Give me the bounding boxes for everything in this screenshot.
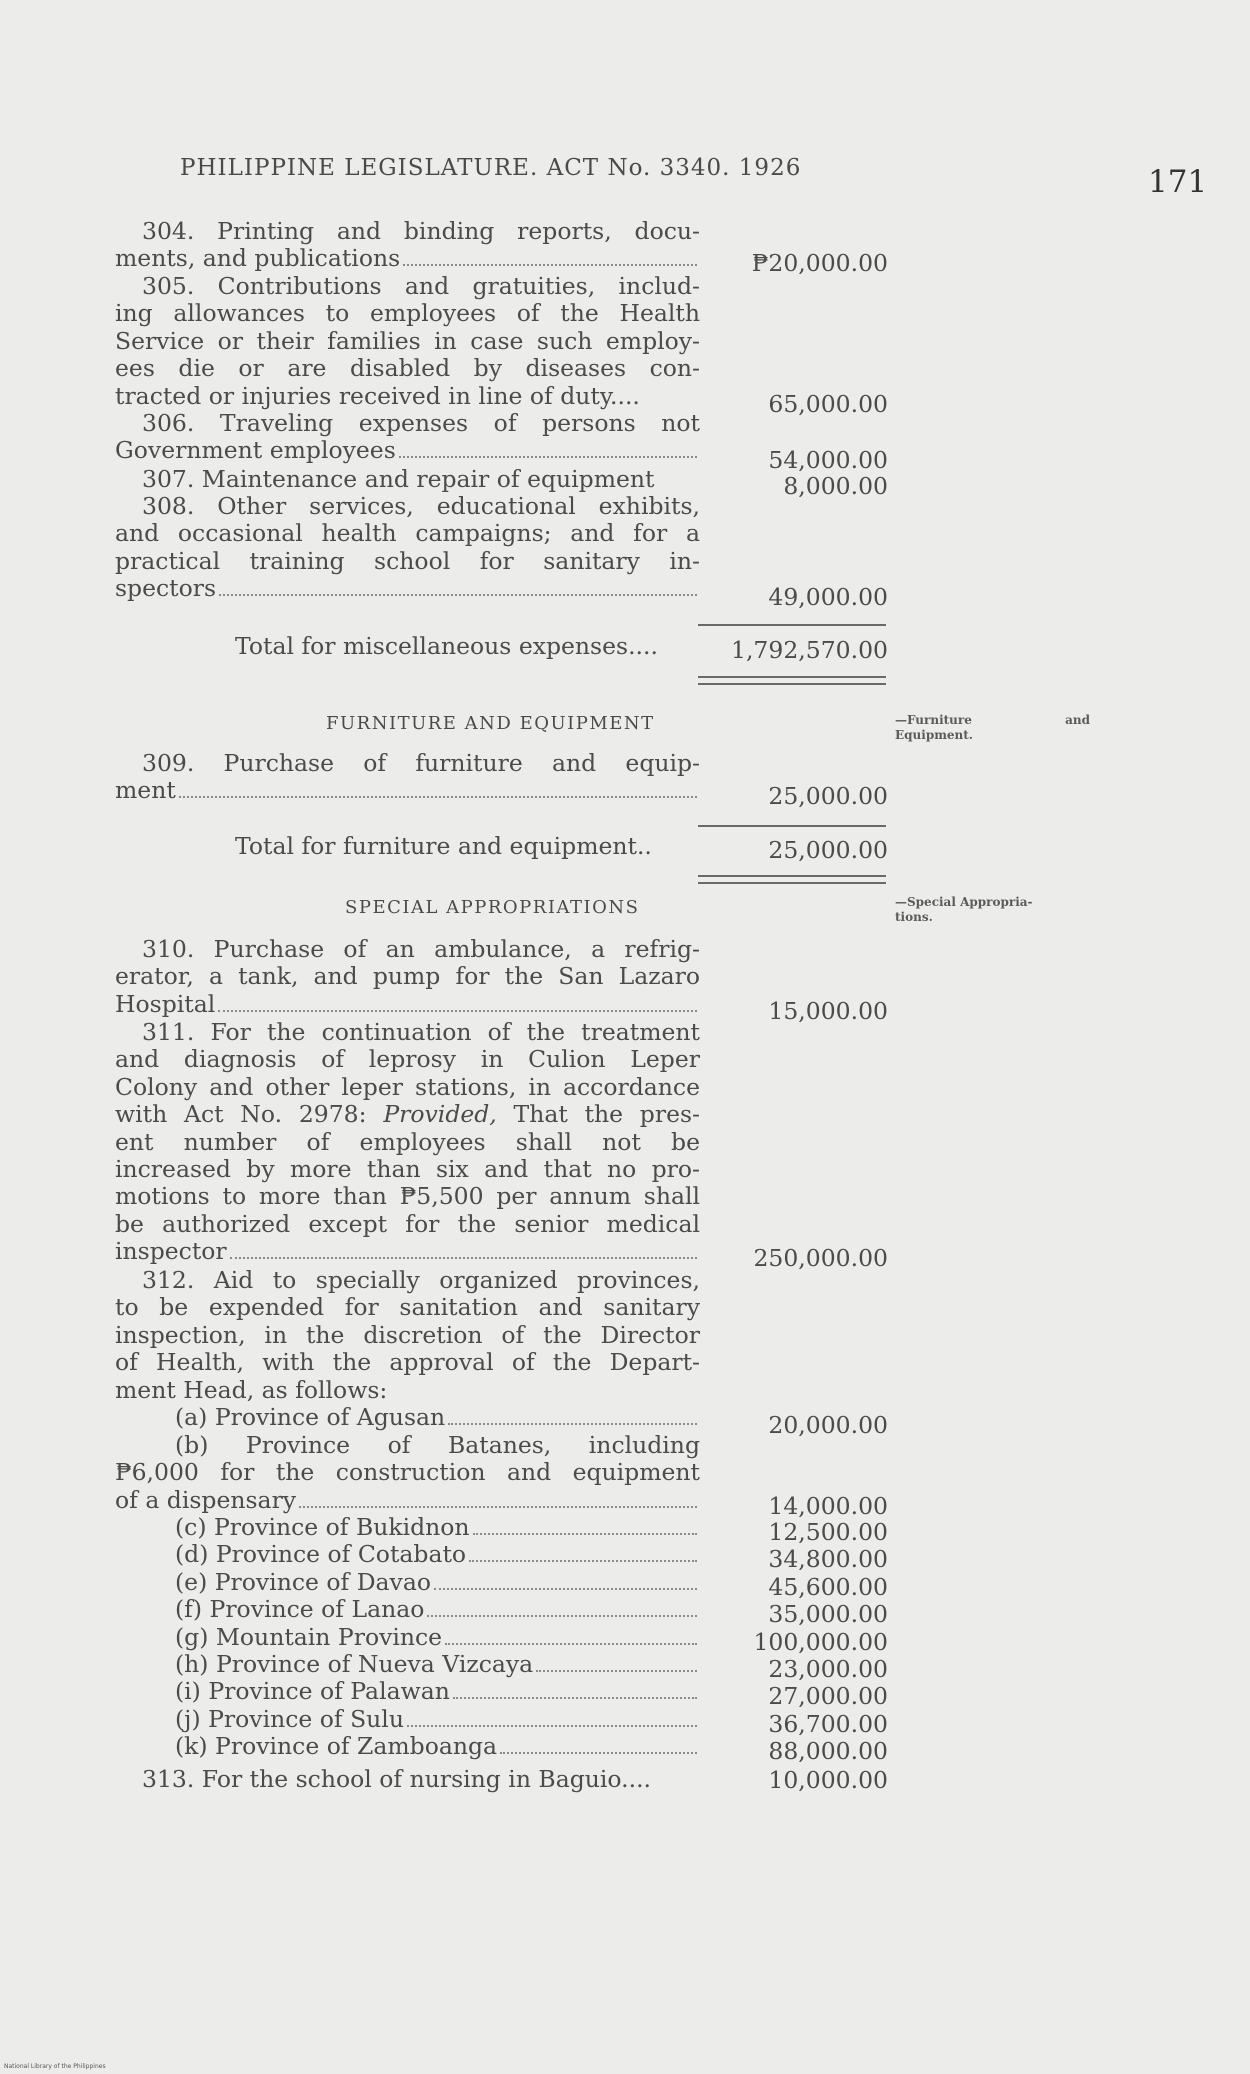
item-306: 306. Traveling expenses of persons not Government employees xyxy=(115,410,700,465)
sub-item-e: (e) Province of Davao xyxy=(115,1569,700,1596)
double-rule xyxy=(698,875,886,884)
total-furniture-amount: 25,000.00 xyxy=(768,836,888,864)
item-308: 308. Other services, educational exhibits, and occasional health campaigns; and for a practical training school for sanitary in- spectors xyxy=(115,493,700,603)
item-312: 312. Aid to specially organized provinces, to be expended for sanitation and sanitary inspection, in the discretion of the Director of Health, with the approval of the Depart- ment Head, as follows: xyxy=(115,1267,700,1404)
amount-307: 8,000.00 xyxy=(783,472,888,500)
sub-item-j: (j) Province of Sulu xyxy=(115,1706,700,1733)
sub-items-list xyxy=(115,1514,700,1761)
sub-item-c: (c) Province of Bukidnon xyxy=(115,1514,700,1541)
item-304: 304. Printing and binding reports, docu- ments, and publications xyxy=(115,218,700,273)
amount-309: 25,000.00 xyxy=(768,782,888,810)
section-heading-furniture: FURNITURE AND EQUIPMENT xyxy=(326,713,655,734)
rule xyxy=(698,825,886,827)
amount-306: 54,000.00 xyxy=(768,446,888,474)
page-number: 171 xyxy=(1148,164,1208,200)
sub-item-a: (a) Province of Agusan xyxy=(115,1404,700,1431)
footer-credit: National Library of the Philippines xyxy=(4,2063,106,2070)
total-miscellaneous-amount: 1,792,570.00 xyxy=(731,636,888,664)
total-miscellaneous-label: Total for miscellaneous expenses.... xyxy=(235,632,658,660)
amount-313: 10,000.00 xyxy=(768,1766,888,1794)
total-furniture-label: Total for furniture and equipment.. xyxy=(235,832,652,860)
sub-items-amounts: 12,500.00 34,800.00 45,600.00 35,000.00 100,000.00 23,000.00 27,000.00 36,700.00 88,000.00 xyxy=(753,1518,888,1766)
amount-311: 250,000.00 xyxy=(753,1244,888,1272)
sub-item-i: (i) Province of Palawan xyxy=(115,1678,700,1705)
item-313: 313. For the school of nursing in Baguio.... xyxy=(142,1766,652,1793)
sub-item-g: (g) Mountain Province xyxy=(115,1624,700,1651)
amount-304: ₱20,000.00 xyxy=(751,249,888,277)
item-305: 305. Contributions and gratuities, includ- ing allowances to employees of the Health Service or their families in case such employ- ees die or are disabled by diseases con- tracted or injuries received in line of duty.... xyxy=(115,273,700,410)
double-rule xyxy=(698,676,886,685)
sub-item-b: (b) Province of Batanes, including ₱6,000 for the construction and equipment of a dispensary xyxy=(115,1432,700,1514)
amount-310: 15,000.00 xyxy=(768,997,888,1025)
rule xyxy=(698,624,886,626)
sub-item-k: (k) Province of Zamboanga xyxy=(115,1733,700,1760)
item-310: 310. Purchase of an ambulance, a refrig- erator, a tank, and pump for the San Lazaro Hospital xyxy=(115,936,700,1018)
item-309: 309. Purchase of furniture and equip- ment xyxy=(115,750,700,805)
amount-305: 65,000.00 xyxy=(768,390,888,418)
margin-note-furniture: —Furniture and Equipment. xyxy=(895,713,1090,742)
amount-308: 49,000.00 xyxy=(768,583,888,611)
running-header: PHILIPPINE LEGISLATURE. ACT No. 3340. 1926 xyxy=(180,155,802,181)
amount-a: 20,000.00 xyxy=(768,1411,888,1439)
sub-item-f: (f) Province of Lanao xyxy=(115,1596,700,1623)
amount-b: 14,000.00 xyxy=(768,1492,888,1520)
margin-note-special: —Special Appropria- tions. xyxy=(895,895,1033,924)
item-311: 311. For the continuation of the treatment and diagnosis of leprosy in Culion Leper Colony and other leper stations, in accordance with Act No. 2978: Provided, That the pres- ent number of employees shall not be increased by more than six and that no pro- motions to more than ₱5,500 per annum shall be authorized except for the senior medical inspector xyxy=(115,1019,700,1266)
sub-item-h: (h) Province of Nueva Vizcaya xyxy=(115,1651,700,1678)
section-heading-special: SPECIAL APPROPRIATIONS xyxy=(345,897,640,918)
item-307: 307. Maintenance and repair of equipment xyxy=(142,466,655,493)
sub-item-d: (d) Province of Cotabato xyxy=(115,1541,700,1568)
